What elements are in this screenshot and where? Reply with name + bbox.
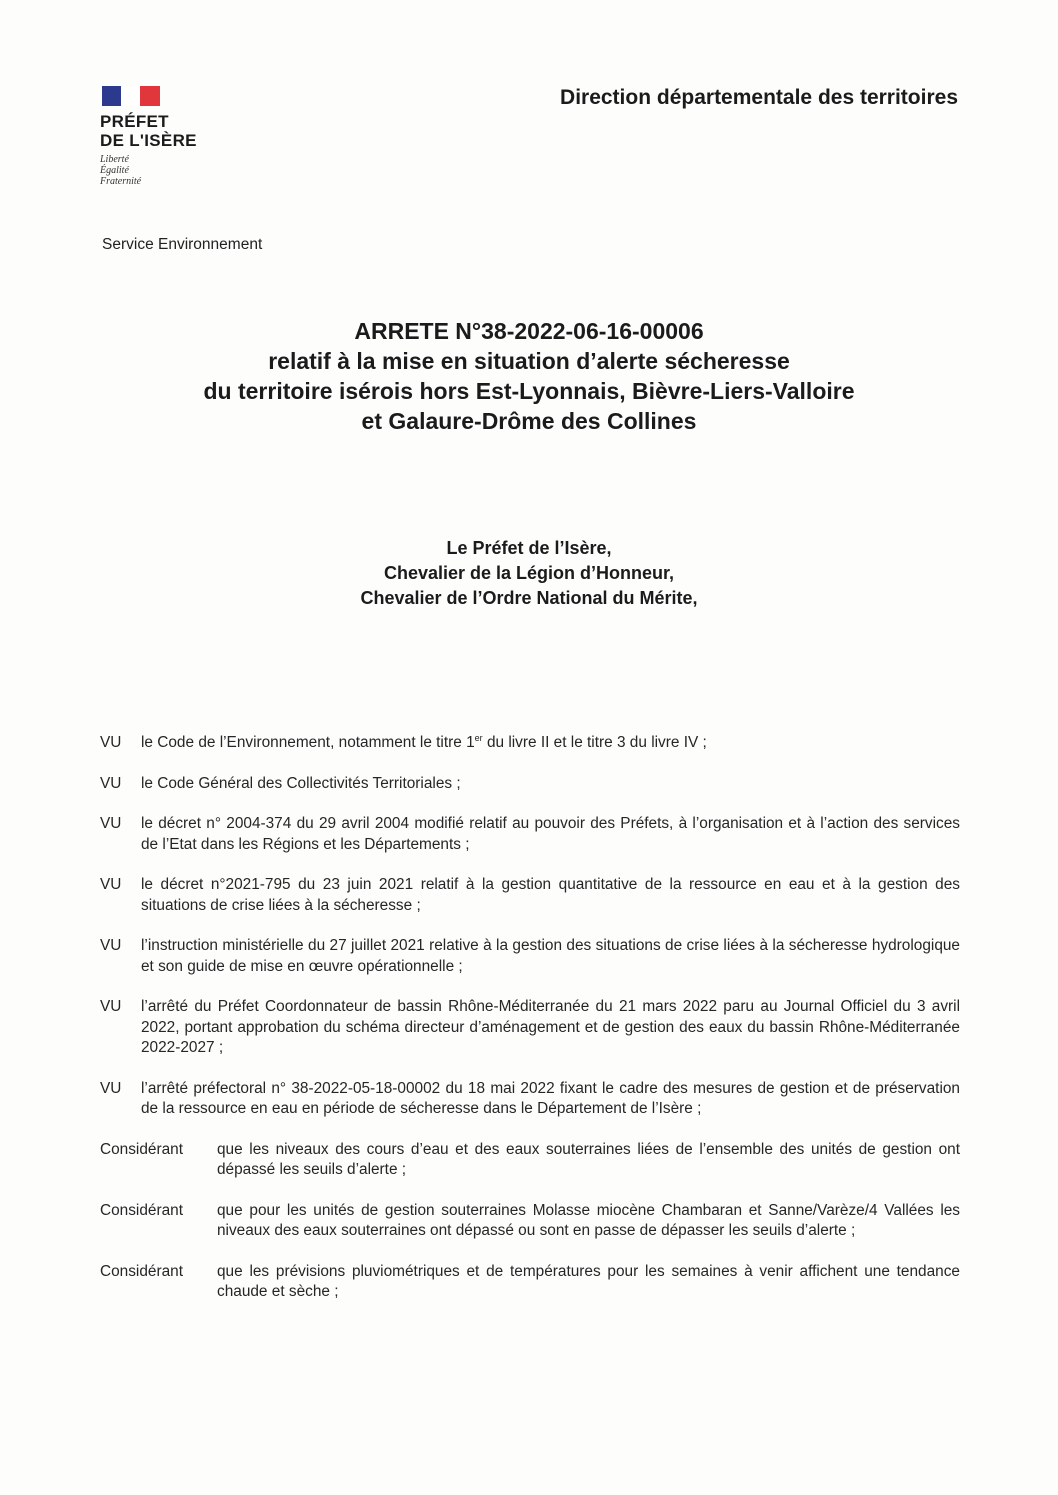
vu-label: VU (100, 734, 122, 751)
vu-item (100, 733, 960, 754)
vu-item (100, 774, 960, 795)
vu-item (100, 814, 960, 855)
title-line: et Galaure-Drôme des Collines (361, 408, 697, 434)
vu-text: l’arrêté du Préfet Coordonnateur de bassin Rhône-Méditerranée du 21 mars 2022 paru au Journal Officiel du 3 avril 2022, portant approbation du schéma directeur d’aménagement et de gestion des eaux du bassin Rhône-Méditerranée 2022-2027 ; (141, 998, 960, 1056)
vu-label: VU (100, 998, 122, 1015)
flag-red-band (140, 86, 160, 106)
motto-line: Liberté (100, 154, 129, 165)
vu-label: VU (100, 815, 122, 832)
title-line: relatif à la mise en situation d’alerte sécheresse (268, 348, 790, 374)
title-line: du territoire isérois hors Est-Lyonnais, Bièvre-Liers-Valloire (203, 378, 855, 404)
arrete-title (100, 316, 958, 436)
vu-label: VU (100, 774, 122, 792)
prefet-logo (100, 86, 240, 187)
motto-line: Fraternité (100, 176, 142, 187)
flag-white-band (121, 86, 140, 106)
considerant-item (100, 1262, 960, 1303)
vu-label: VU (100, 876, 122, 893)
vu-text: le décret n°2021-795 du 23 juin 2021 relatif à la gestion quantitative de la ressource en eau et à la gestion des situations de crise liées à la sécheresse ; (141, 876, 960, 914)
vu-text: l’instruction ministérielle du 27 juillet 2021 relative à la gestion des situations de crise liées à la sécheresse hydrologique et son guide de mise en œuvre opérationnelle ; (141, 937, 960, 975)
service-name: Service Environnement (102, 236, 263, 253)
considerant-item (100, 1140, 960, 1181)
prefet-titles (100, 536, 958, 611)
marianne-flag-icon (102, 86, 160, 106)
prefet-line: Le Préfet de l’Isère, (446, 538, 612, 558)
vu-item (100, 997, 960, 1059)
considerant-label: Considérant (100, 1201, 183, 1219)
vu-text (141, 733, 960, 754)
considerant-label: Considérant (100, 1140, 183, 1158)
vu-text-sup: er (474, 732, 483, 743)
considerant-text: que pour les unités de gestion souterraines Molasse miocène Chambaran et Sanne/Varèze/4 Vallées les niveaux des eaux souterraines ont dépassé ou sont en passe de dépasser les seuils d’alerte ; (217, 1201, 960, 1239)
direction-heading: Direction départementale des territoires (560, 86, 958, 109)
vu-item (100, 1079, 960, 1120)
prefet-line: Chevalier de l’Ordre National du Mérite, (360, 588, 698, 608)
prefet-line: Chevalier de la Légion d’Honneur, (383, 563, 675, 583)
vu-item (100, 875, 960, 916)
vu-text-part: le Code de l’Environnement, notamment le titre 1 (141, 734, 475, 751)
vu-text: le décret n° 2004-374 du 29 avril 2004 modifié relatif au pouvoir des Préfets, à l’organisation et à l’action des services de l’Etat dans les Régions et les Départements ; (141, 815, 960, 853)
considerant-text: que les prévisions pluviométriques et de températures pour les semaines à venir affichent une tendance chaude et sèche ; (217, 1262, 960, 1300)
considerant-text: que les niveaux des cours d’eau et des eaux souterraines liées de l’ensemble des unités de gestion ont dépassé les seuils d’alerte ; (217, 1140, 960, 1178)
vu-item (100, 936, 960, 977)
flag-blue-band (102, 86, 121, 106)
vu-text: le Code Général des Collectivités Territoriales ; (141, 774, 461, 792)
vu-text-part: du livre II et le titre 3 du livre IV ; (482, 734, 707, 751)
republic-motto (100, 154, 240, 187)
motto-line: Égalité (100, 165, 129, 176)
considerant-item (100, 1201, 960, 1242)
title-line: ARRETE N°38-2022-06-16-00006 (354, 318, 704, 344)
vu-label: VU (100, 1079, 122, 1097)
logo-title-line: PRÉFET (100, 112, 169, 131)
logo-title (100, 112, 240, 150)
vu-text: l’arrêté préfectoral n° 38-2022-05-18-00002 du 18 mai 2022 fixant le cadre des mesures de gestion et de préservation de la ressource en eau en période de sécheresse dans le Département de l’Isère ; (141, 1079, 960, 1117)
visas-list (100, 733, 960, 1323)
considerant-label: Considérant (100, 1262, 183, 1280)
vu-label: VU (100, 937, 122, 954)
logo-title-line: DE L'ISÈRE (100, 131, 197, 150)
